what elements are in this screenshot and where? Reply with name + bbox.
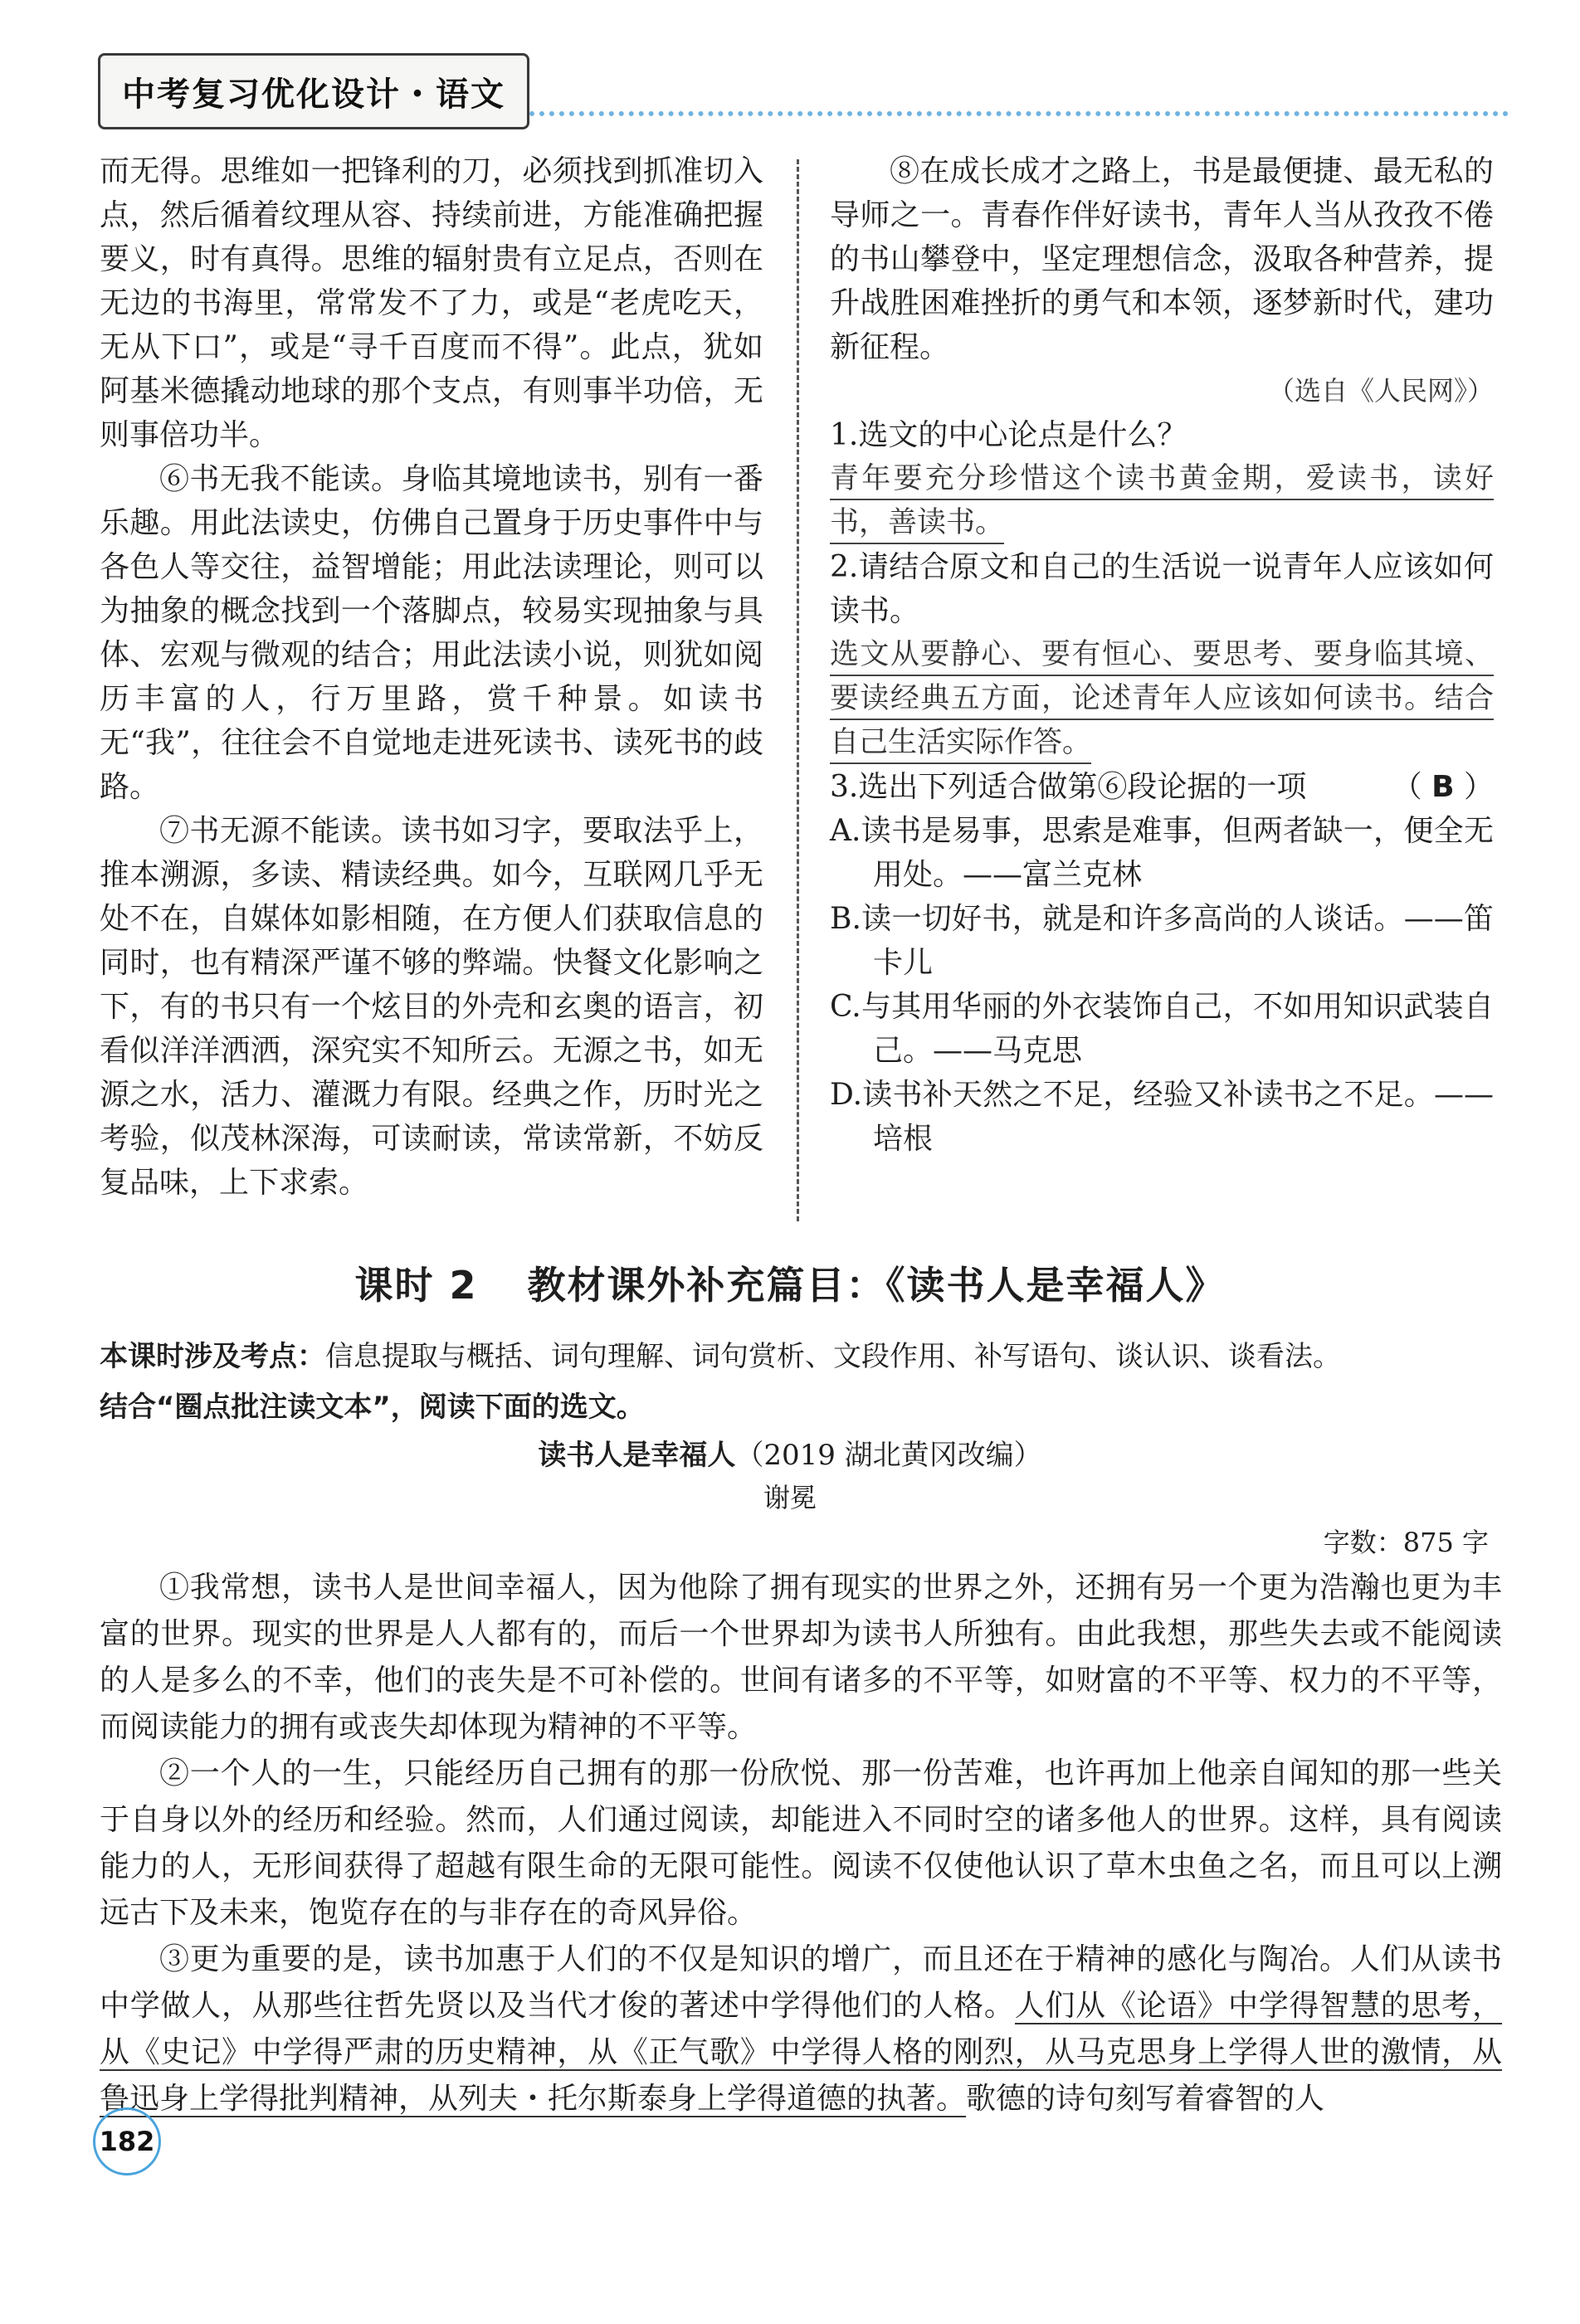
header-title: 中考复习优化设计・语文 <box>122 75 505 114</box>
lesson-topic: 教材课外补充篇目：《读书人是幸福人》 <box>527 1263 1226 1308</box>
answer-2 <box>830 633 1494 765</box>
article-paragraph-3 <box>100 1937 1502 2122</box>
article-title-note: （2019 湖北黄冈改编） <box>735 1439 1042 1472</box>
paragraph-6: ⑥书无我不能读。身临其境地读书，别有一番乐趣。用此法读史，仿佛自己置身于历史事件中与各色人等交往，益智增能；用此法读理论，则可以为抽象的概念找到一个落脚点，较易实现抽象与具体、宏观与微观的结合；用此法读小说，则犹如阅历丰富的人，行万里路，赏千种景。如读书无“我”，往往会不自觉地走进死读书、读死书的歧路。 <box>100 462 763 804</box>
key-points-label: 本课时涉及考点： <box>100 1340 325 1373</box>
lesson-title <box>0 1255 1580 1310</box>
article-title-text: 读书人是幸福人 <box>538 1439 736 1472</box>
answer-1-text: 青年要充分珍惜这个读书黄金期，爱读书，读好书，善读书。 <box>830 462 1494 544</box>
answer-1 <box>830 457 1494 545</box>
article-author: 谢冕 <box>763 1482 817 1513</box>
option-b: B.读一切好书，就是和许多高尚的人谈话。——笛卡儿 <box>830 902 1494 980</box>
question-3-stem: 3.选出下列适合做第⑥段论据的一项 <box>830 770 1307 804</box>
key-points-text: 信息提取与概括、词句理解、词句赏析、文段作用、补写语句、谈认识、谈看法。 <box>325 1340 1341 1373</box>
option-d: D.读书补天然之不足，经验又补读书之不足。——培根 <box>830 1078 1494 1156</box>
header-dotted-rule <box>529 111 1509 116</box>
header-title-box <box>98 53 529 129</box>
question-2: 2.请结合原文和自己的生活说一说青年人应该如何读书。 <box>830 550 1494 628</box>
paragraph-3-end: 歌德的诗句刻写着睿智的人 <box>966 2082 1325 2116</box>
lesson-number: 课时 2 <box>354 1263 478 1308</box>
question-3 <box>830 765 1494 809</box>
answer-2-text: 选文从要静心、要有恒心、要思考、要身临其境、要读经典五方面，论述青年人应该如何读书。结合自己生活实际作答。 <box>830 638 1494 764</box>
paragraph-7: ⑦书无源不能读。读书如习字，要取法乎上，推本溯源，多读、精读经典。如今，互联网几乎无处不在，自媒体如影相随，在方便人们获取信息的同时，也有精深严谨不够的弊端。快餐文化影响之下，有的书只有一个炫目的外壳和玄奥的语言，初看似洋洋洒洒，深究实不知所云。无源之书，如无源之水，活力、灌溉力有限。经典之作，历时光之考验，似茂林深海，可读耐读，常读常新，不妨反复品味，上下求索。 <box>100 814 763 1200</box>
right-column <box>830 149 1494 1161</box>
article-body <box>100 1565 1502 2122</box>
source-citation: （选自《人民网》） <box>1267 375 1494 407</box>
reading-instruction: 结合“圈点批注读文本”，阅读下面的选文。 <box>100 1391 645 1424</box>
paragraph-3-underlined: 人们从《论语》中学得智慧的思考，从《史记》中学得严肃的历史精神，从《正气歌》中学得人格的刚烈，从马克思身上学得人世的激情，从鲁迅身上学得批判精神，从列夫・托尔斯泰身上学得道德的执著。 <box>100 1989 1502 2116</box>
page-header <box>98 53 1509 128</box>
paragraph-continued: 而无得。思维如一把锋利的刀，必须找到抓准切入点，然后循着纹理从容、持续前进，方能准确把握要义，时有真得。思维的辐射贵有立足点，否则在无边的书海里，常常发不了力，或是“老虎吃天，无从下口”，或是“寻千百度而不得”。此点，犹如阿基米德撬动地球的那个支点，有则事半功倍，无则事倍功半。 <box>100 154 763 452</box>
article-title <box>0 1432 1580 1473</box>
question-3-answer: B <box>1431 770 1455 804</box>
paragraph-8: ⑧在成长成才之路上，书是最便捷、最无私的导师之一。青春作伴好读书，青年人当从孜孜不倦的书山攀登中，坚定理想信念，汲取各种营养，提升战胜困难挫折的勇气和本领，逐梦新时代，建功新征程。 <box>830 154 1494 364</box>
key-points <box>100 1336 1502 1377</box>
option-a: A.读书是易事，思索是难事，但两者缺一，便全无用处。——富兰克林 <box>830 814 1494 892</box>
paragraph-3-start: ③更为重要的是，读书加惠于人们的不仅是知识的增广，而且还在于精神的感化与陶冶。人们从读书中学做人，从那些往哲先贤以及当代才俊的著述中学得他们的人格。 <box>100 1942 1502 2023</box>
article-paragraph-1: ①我常想，读书人是世间幸福人，因为他除了拥有现实的世界之外，还拥有另一个更为浩瀚也更为丰富的世界。现实的世界是人人都有的，而后一个世界却为读书人所独有。由此我想，那些失去或不能阅读的人是多么的不幸，他们的丧失是不可补偿的。世间有诸多的不平等，如财富的不平等、权力的不平等，而阅读能力的拥有或丧失却体现为精神的不平等。 <box>100 1571 1502 1744</box>
word-count: 字数：875 字 <box>1323 1527 1489 1558</box>
option-c: C.与其用华丽的外衣装饰自己，不如用知识武装自己。——马克思 <box>830 990 1494 1068</box>
left-column <box>100 149 763 1205</box>
question-1: 1.选文的中心论点是什么？ <box>830 418 1187 452</box>
page-number: 182 <box>93 2107 161 2175</box>
article-paragraph-2: ②一个人的一生，只能经历自己拥有的那一份欣悦、那一份苦难，也许再加上他亲自闻知的那一些关于自身以外的经历和经验。然而，人们通过阅读，却能进入不同时空的诸多他人的世界。这样，具有阅读能力的人，无形间获得了超越有限生命的无限可能性。阅读不仅使他认识了草木虫鱼之名，而且可以上溯远古下及未来，饱览存在的与非存在的奇风异俗。 <box>100 1756 1502 1930</box>
column-divider <box>797 159 799 1221</box>
question-3-answer-bracket: （ B ） <box>1392 770 1494 804</box>
